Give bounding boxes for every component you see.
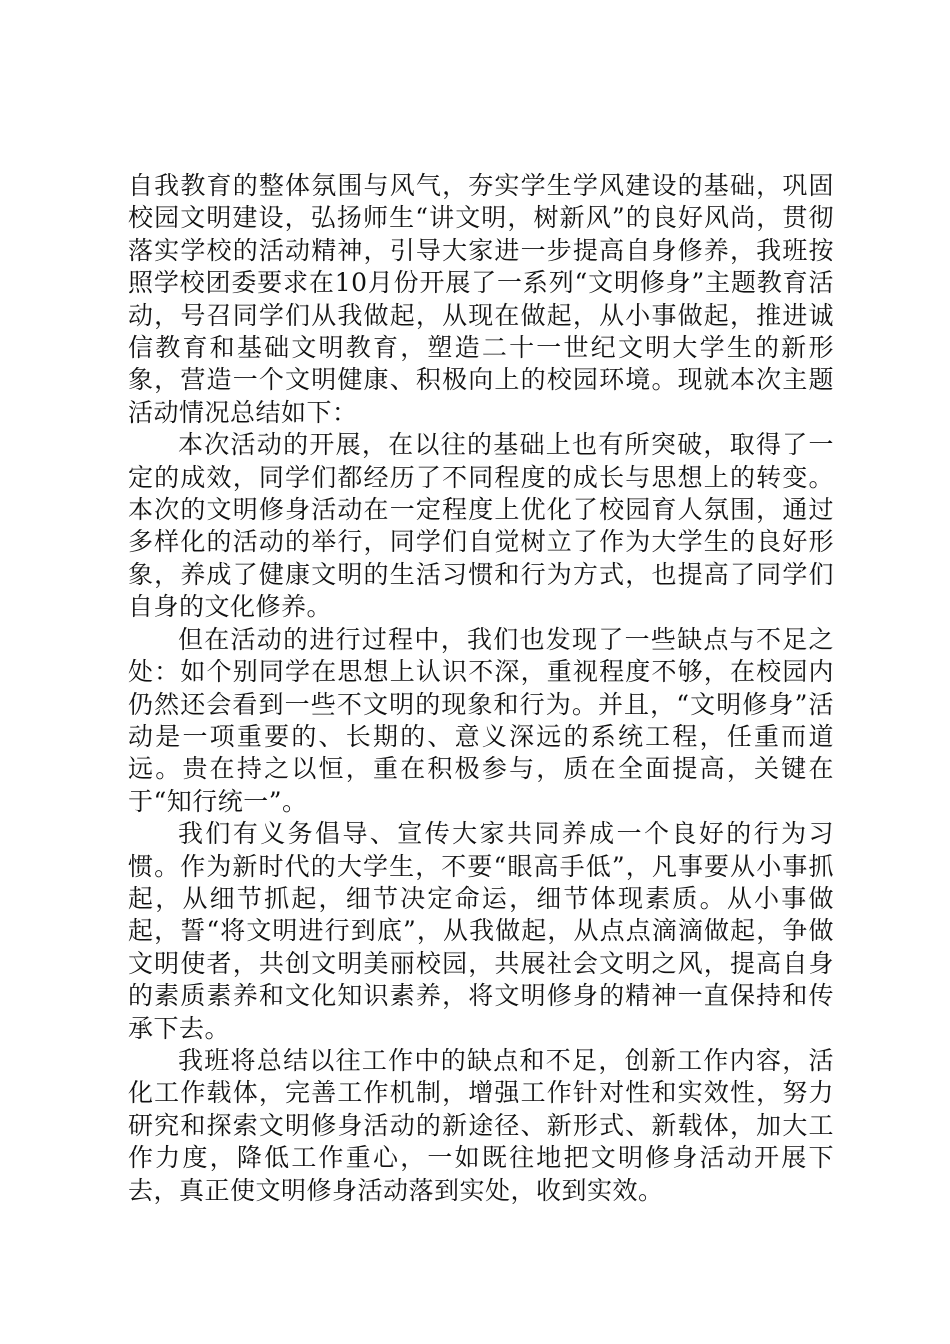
paragraph-achievements: 本次活动的开展，在以往的基础上也有所突破，取得了一定的成效，同学们都经历了不同程度的成长与思想上的转变。本次的文明修身活动在一定程度上优化了校园育人氛围，通过多样化的活动的举行，同学们自觉树立了作为大学生的良好形象，养成了健康文明的生活习惯和行为方式，也提高了同学们自身的文化修养。 [128,430,834,622]
document-body [128,170,834,1207]
paragraph-future-plan: 我班将总结以往工作中的缺点和不足，创新工作内容，活化工作载体，完善工作机制，增强工作针对性和实效性，努力研究和探索文明修身活动的新途径、新形式、新载体，加大工作力度，降低工作重心，一如既往地把文明修身活动开展下去，真正使文明修身活动落到实处，收到实效。 [128,1045,834,1205]
paragraph-shortcomings: 但在活动的进行过程中，我们也发现了一些缺点与不足之处：如个别同学在思想上认识不深，重视程度不够，在校园内仍然还会看到一些不文明的现象和行为。并且，“文明修身”活动是一项重要的、长期的、意义深远的系统工程，任重而道远。贵在持之以恒，重在积极参与，质在全面提高，关键在于“知行统一”。 [128,624,834,816]
paragraph-advocacy: 我们有义务倡导、宣传大家共同养成一个良好的行为习惯。作为新时代的大学生，不要“眼高手低”，凡事要从小事抓起，从细节抓起，细节决定命运，细节体现素质。从小事做起，誓“将文明进行到底”，从我做起，从点点滴滴做起，争做文明使者，共创文明美丽校园，共展社会文明之风，提高自身的素质素养和文化知识素养，将文明修身的精神一直保持和传承下去。 [128,819,834,1043]
paragraph-intro-continued: 自我教育的整体氛围与风气，夯实学生学风建设的基础，巩固校园文明建设，弘扬师生“讲文明，树新风”的良好风尚，贯彻落实学校的活动精神，引导大家进一步提高自身修养，我班按照学校团委要求在10月份开展了一系列“文明修身”主题教育活动，号召同学们从我做起，从现在做起，从小事做起，推进诚信教育和基础文明教育，塑造二十一世纪文明大学生的新形象，营造一个文明健康、积极向上的校园环境。现就本次主题活动情况总结如下： [128,171,834,427]
